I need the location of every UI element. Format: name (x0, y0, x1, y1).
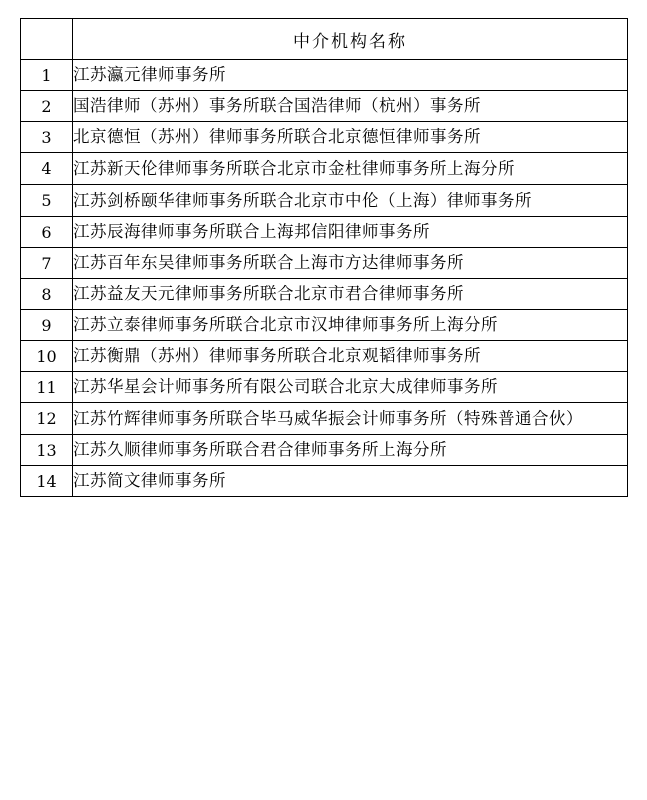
row-agency-name: 北京德恒（苏州）律师事务所联合北京德恒律师事务所 (73, 122, 628, 153)
row-index: 4 (21, 153, 73, 185)
row-agency-name: 江苏百年东吴律师事务所联合上海市方达律师事务所 (73, 248, 628, 279)
table-body (21, 60, 628, 497)
row-agency-name: 江苏辰海律师事务所联合上海邦信阳律师事务所 (73, 217, 628, 248)
table-row (21, 248, 628, 279)
intermediary-agency-table (20, 18, 628, 497)
row-agency-name: 江苏竹辉律师事务所联合毕马威华振会计师事务所（特殊普通合伙） (73, 403, 628, 435)
table-row (21, 435, 628, 466)
column-header-index (21, 19, 73, 60)
table-row (21, 403, 628, 435)
table-row (21, 153, 628, 185)
row-agency-name: 国浩律师（苏州）事务所联合国浩律师（杭州）事务所 (73, 91, 628, 122)
row-agency-name: 江苏久顺律师事务所联合君合律师事务所上海分所 (73, 435, 628, 466)
table-row (21, 341, 628, 372)
row-index: 8 (21, 279, 73, 310)
row-index: 2 (21, 91, 73, 122)
table-row (21, 372, 628, 403)
row-agency-name: 江苏益友天元律师事务所联合北京市君合律师事务所 (73, 279, 628, 310)
row-index: 1 (21, 60, 73, 91)
table-row (21, 466, 628, 497)
row-index: 3 (21, 122, 73, 153)
row-index: 10 (21, 341, 73, 372)
table-row (21, 279, 628, 310)
table-row (21, 91, 628, 122)
row-index: 5 (21, 185, 73, 217)
table-header-row (21, 19, 628, 60)
row-agency-name: 江苏新天伦律师事务所联合北京市金杜律师事务所上海分所 (73, 153, 628, 185)
table-row (21, 60, 628, 91)
table-header (21, 19, 628, 60)
row-index: 11 (21, 372, 73, 403)
table-row (21, 217, 628, 248)
row-agency-name: 江苏立泰律师事务所联合北京市汉坤律师事务所上海分所 (73, 310, 628, 341)
row-agency-name: 江苏衡鼎（苏州）律师事务所联合北京观韬律师事务所 (73, 341, 628, 372)
row-index: 9 (21, 310, 73, 341)
row-agency-name: 江苏剑桥颐华律师事务所联合北京市中伦（上海）律师事务所 (73, 185, 628, 217)
table-row (21, 185, 628, 217)
row-index: 12 (21, 403, 73, 435)
row-index: 6 (21, 217, 73, 248)
table-row (21, 310, 628, 341)
row-index: 7 (21, 248, 73, 279)
column-header-name: 中介机构名称 (73, 19, 628, 60)
row-agency-name: 江苏华星会计师事务所有限公司联合北京大成律师事务所 (73, 372, 628, 403)
row-agency-name: 江苏瀛元律师事务所 (73, 60, 628, 91)
row-index: 14 (21, 466, 73, 497)
row-agency-name: 江苏简文律师事务所 (73, 466, 628, 497)
row-index: 13 (21, 435, 73, 466)
table-row (21, 122, 628, 153)
